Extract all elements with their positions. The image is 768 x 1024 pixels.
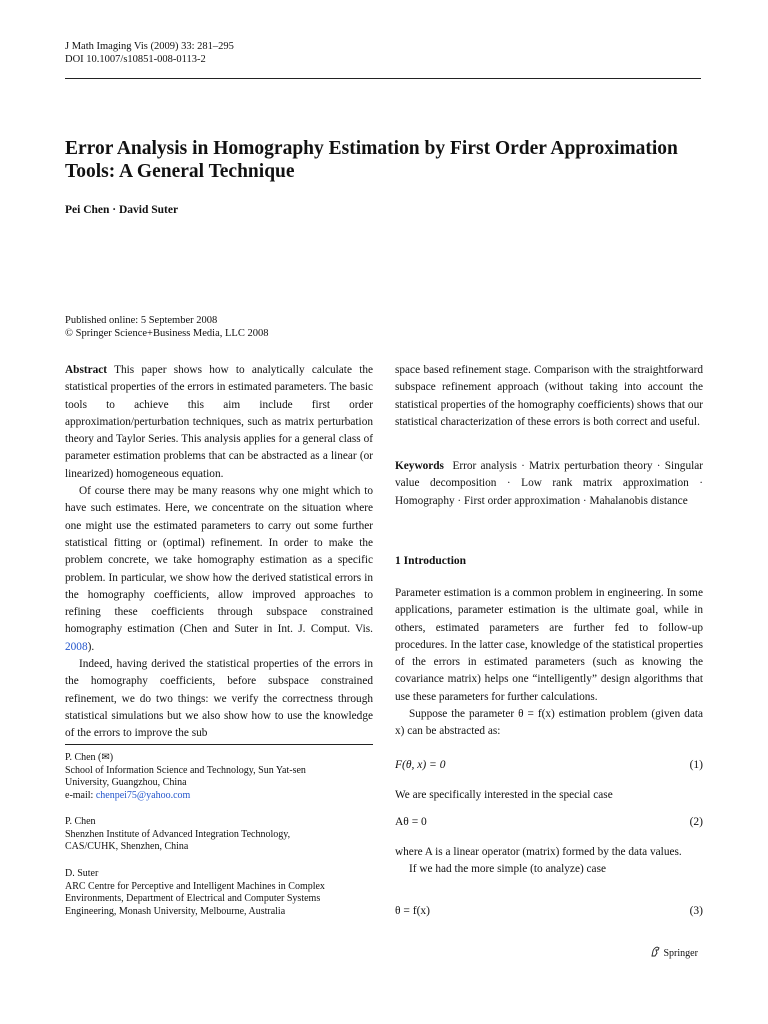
affiliation-1: P. Chen (✉) School of Information Science and Technology, Sun Yat-sen University, Guangzhou, China e-mail: chenpei75@yahoo.com (65, 752, 365, 802)
email-link[interactable]: chenpei75@yahoo.com (95, 789, 191, 801)
abstract-paragraph-3-continued: space based refinement stage. Comparison with the straightforward subspace refinement approach (without taking into account the statistical properties of the homography coefficients) shows that our statistical characterization of these errors is both correct and useful. (395, 364, 703, 428)
abstract-column (65, 362, 373, 740)
affiliation-1-name: P. Chen (✉) (65, 752, 114, 763)
abstract-paragraph-2: Of course there may be many reasons why one might which to have such estimates. Here, we concentrate on the situation where one might use the estimated parameters to carry out some further statistical fitting or (optimal) refinement. In order to make the problem concrete, we take homography estimation as a specific problem. In particular, we show how the derived statistical errors in the homography coefficients, allow improved approaches to refining these coefficients through subspace constrained homography estimation (Chen and Suter in Int. J. Comput. Vis. 2008). (65, 485, 373, 653)
abstract-paragraph-1: Abstract This paper shows how to analytically calculate the statistical properties of the errors in estimated parameters. The basic tools to achieve this aim include first order approximation/perturbation techniques, such as matrix perturbation theory and Taylor Series. This analysis applies for a general class of parameter estimation problems that can be abstracted as a linear (or linearized) homogeneous equation. (65, 364, 373, 480)
copyright-line: © Springer Science+Business Media, LLC 2008 (65, 328, 269, 339)
abstract-paragraph-3: Indeed, having derived the statistical properties of the errors in the homography coefficients, before subspace constrained refinement, we do two things: we verify the correctness through statistical simulations but we also show how to use the knowledge of the errors to improve the sub (65, 658, 373, 740)
intro-paragraph-4-block (395, 844, 703, 879)
intro-paragraph-3: We are specifically interested in the special case (395, 789, 613, 801)
equation-1-number: (1) (689, 759, 703, 771)
affiliation-3: D. Suter ARC Centre for Perceptive and Intelligent Machines in Complex Environments, Department of Electrical and Computer Systems Engineering, Monash University, Melbourne, Australia (65, 868, 365, 918)
header-rule (65, 78, 701, 79)
journal-citation (65, 40, 234, 66)
intro-paragraph-1: Parameter estimation is a common problem in engineering. In some applications, parameter estimation is the ultimate goal, while in others, estimated parameters are further fed to follow-up procedures. In the latter case, knowledge of the statistical properties of the errors in estimated parameters (such as knowing the covariance matrix) helps one “intelligently” design algorithms that use these parameters for further calculations. (395, 587, 703, 703)
intro-paragraph-4: where A is a linear operator (matrix) formed by the data values. (395, 846, 682, 858)
section-heading-introduction: 1 Introduction (395, 555, 467, 567)
keywords-label: Keywords (395, 460, 444, 472)
springer-label: Springer (663, 948, 698, 959)
intro-paragraph-1-block (395, 585, 703, 741)
equation-1-expression: F(θ, x) = 0 (395, 759, 446, 771)
affiliation-2-name: P. Chen (65, 816, 96, 827)
keywords-text: Error analysis · Matrix perturbation theory · Singular value decomposition · Low rank matrix approximation · Homography · First order approximation · Mahalanobis distance (395, 460, 704, 507)
intro-paragraph-5: If we had the more simple (to analyze) case (409, 863, 606, 876)
intro-paragraph-3-block (395, 787, 703, 804)
equation-1 (395, 759, 703, 775)
equation-3 (395, 905, 703, 921)
intro-paragraph-2: Suppose the parameter θ = f(x) estimation problem (given data x) can be abstracted as: (395, 708, 703, 738)
equation-2 (395, 816, 703, 832)
equation-2-expression: Aθ = 0 (395, 816, 427, 828)
springer-horse-icon (650, 946, 661, 957)
affiliation-3-name: D. Suter (65, 868, 99, 879)
abstract-label: Abstract (65, 364, 108, 376)
equation-3-expression: θ = f(x) (395, 905, 430, 917)
citation-link[interactable]: 2008 (65, 640, 88, 653)
published-date: Published online: 5 September 2008 (65, 315, 218, 326)
keywords-block (395, 458, 703, 510)
journal-line: J Math Imaging Vis (2009) 33: 281–295 (65, 41, 234, 52)
abstract-continuation (395, 362, 703, 452)
equation-3-number: (3) (689, 905, 703, 917)
doi-line: DOI 10.1007/s10851-008-0113-2 (65, 54, 206, 65)
author-list: Pei Chen · David Suter (65, 204, 179, 216)
springer-logo (650, 946, 698, 959)
paper-title: Error Analysis in Homography Estimation by First Order Approximation Tools: A General Technique (65, 138, 678, 182)
equation-2-number: (2) (689, 816, 703, 828)
publication-info (65, 314, 268, 340)
footnote-rule (65, 744, 373, 745)
affiliation-2: P. Chen Shenzhen Institute of Advanced Integration Technology, CAS/CUHK, Shenzhen, China (65, 816, 365, 854)
